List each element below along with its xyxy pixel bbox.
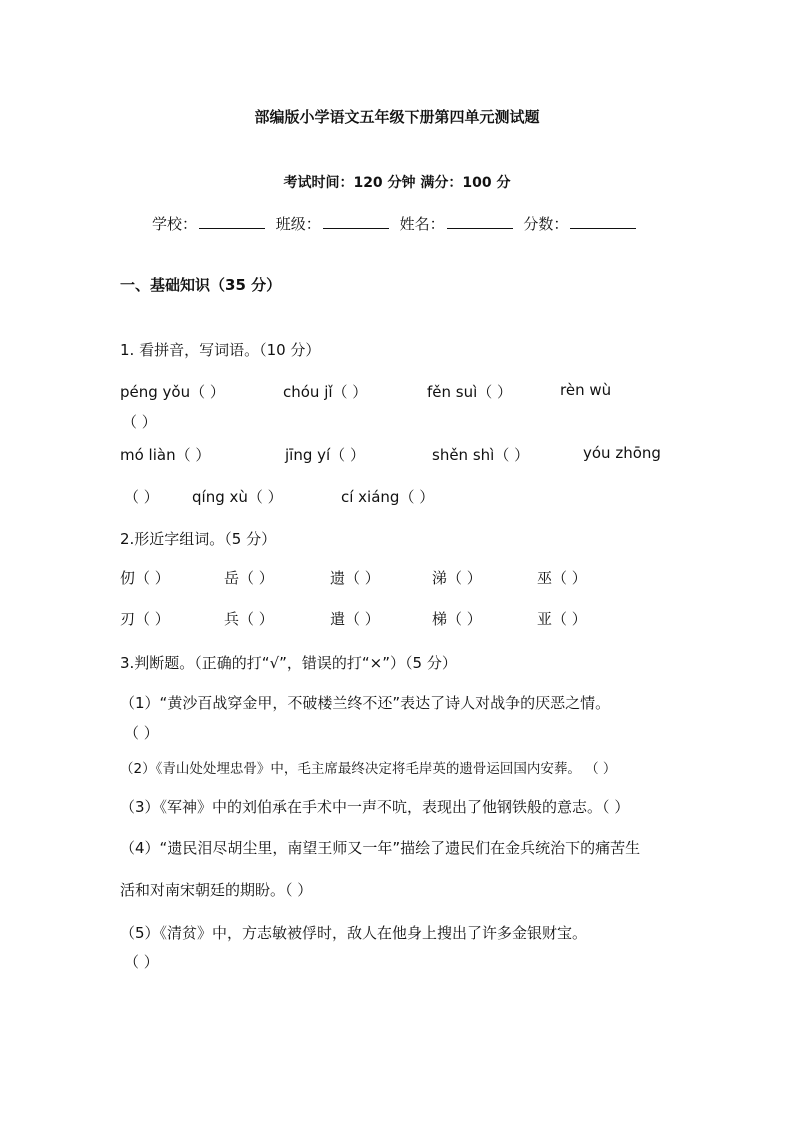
school-blank[interactable]: [199, 215, 265, 229]
class-label: 班级：: [275, 215, 321, 233]
name-label: 姓名：: [399, 215, 445, 233]
q1-item: rèn wù: [560, 381, 612, 399]
q1-item: （ ）: [122, 413, 157, 431]
q3-statement: （5）《清贫》中，方志敏被俘时，敌人在他身上搜出了许多金银财宝。: [120, 924, 588, 942]
q1-item: yóu zhōng: [583, 444, 661, 462]
section-heading: 一、基础知识（35 分）: [120, 276, 282, 294]
score-label: 分数：: [523, 215, 569, 233]
q1-item: péng yǒu（ ）: [120, 383, 225, 401]
q3-statement: （1）“黄沙百战穿金甲，不破楼兰终不还”表达了诗人对战争的厌恶之情。: [120, 694, 611, 712]
student-info-row: [152, 213, 642, 234]
q3-prompt: 3.判断题。（正确的打“√”，错误的打“×”）（5 分）: [120, 654, 457, 672]
q2-item: 亚（ ）: [537, 610, 587, 628]
q3-statement: （2）《青山处处埋忠骨》中，毛主席最终决定将毛岸英的遗骨运回国内安葬。 （ ）: [120, 761, 617, 777]
q2-item: 遣（ ）: [330, 610, 380, 628]
exam-info: 考试时间：120 分钟 满分：100 分: [283, 175, 511, 191]
q3-statement: （3）《军神》中的刘伯承在手术中一声不吭，表现出了他钢铁般的意志。（ ）: [120, 798, 630, 816]
q1-item: shěn shì（ ）: [432, 446, 530, 464]
q1-item: mó liàn（ ）: [120, 446, 211, 464]
q1-item: qíng xù（ ）: [192, 488, 283, 506]
q2-item: 仞（ ）: [120, 569, 170, 587]
school-label: 学校：: [152, 215, 198, 233]
q3-statement: （4）“遗民泪尽胡尘里，南望王师又一年”描绘了遗民们在金兵统治下的痛苦生: [120, 839, 641, 857]
q2-item: 兵（ ）: [224, 610, 274, 628]
q3-answer-blank: （ ）: [124, 724, 159, 742]
q1-prompt: 1. 看拼音，写词语。（10 分）: [120, 341, 321, 359]
q2-item: 岳（ ）: [224, 569, 274, 587]
q2-item: 遗（ ）: [330, 569, 380, 587]
q1-item: （ ）: [124, 488, 159, 506]
score-blank[interactable]: [570, 215, 636, 229]
q3-answer-blank: （ ）: [124, 953, 159, 971]
q1-item: chóu jǐ（ ）: [283, 383, 368, 401]
page-title: 部编版小学语文五年级下册第四单元测试题: [254, 108, 540, 126]
q3-statement-cont: 活和对南宋朝廷的期盼。（ ）: [120, 881, 313, 899]
name-blank[interactable]: [447, 215, 513, 229]
q2-item: 梯（ ）: [432, 610, 482, 628]
class-blank[interactable]: [323, 215, 389, 229]
q2-item: 涕（ ）: [432, 569, 482, 587]
q1-item: jīng yí（ ）: [285, 446, 365, 464]
q2-item: 巫（ ）: [537, 569, 587, 587]
q1-item: cí xiáng（ ）: [341, 488, 435, 506]
q2-prompt: 2.形近字组词。（5 分）: [120, 530, 277, 548]
q1-item: fěn suì（ ）: [427, 383, 513, 401]
q2-item: 刃（ ）: [120, 610, 170, 628]
